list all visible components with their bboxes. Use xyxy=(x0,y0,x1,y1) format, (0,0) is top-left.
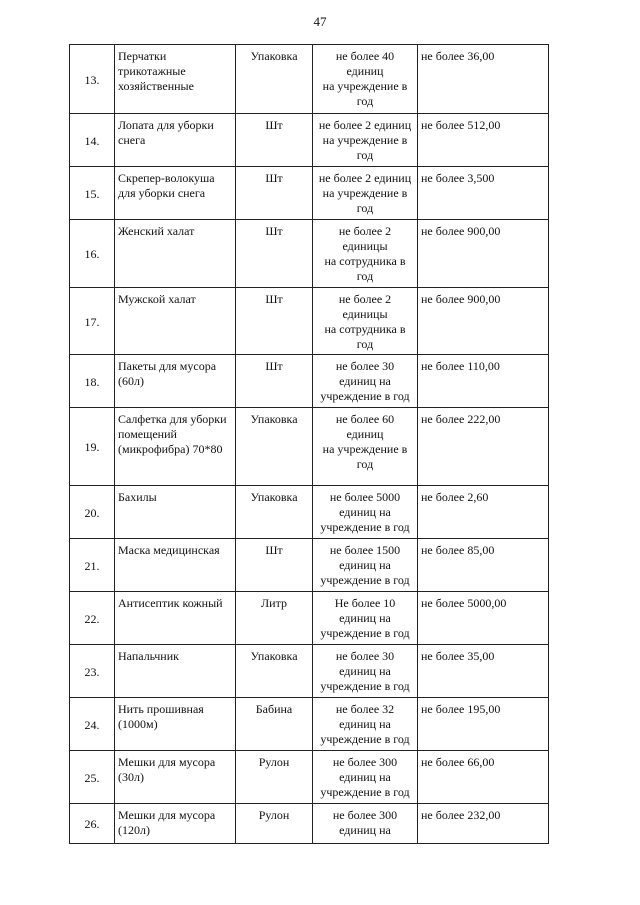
item-name: Нить прошивная (1000м) xyxy=(115,698,236,751)
row-number: 18. xyxy=(70,355,115,408)
row-number: 19. xyxy=(70,408,115,486)
item-name: Перчатки трикотажные хозяйственные xyxy=(115,45,236,114)
price-limit: не более 85,00 xyxy=(418,539,549,592)
price-limit: не более 110,00 xyxy=(418,355,549,408)
unit-of-measure: Шт xyxy=(236,167,313,220)
item-name: Бахилы xyxy=(115,486,236,539)
item-name: Маска медицинская xyxy=(115,539,236,592)
quantity-norm: не более 40 единиц на учреждение в год xyxy=(313,45,418,114)
table-row xyxy=(70,355,549,408)
item-name: Антисептик кожный xyxy=(115,592,236,645)
table-row xyxy=(70,45,549,114)
table-row xyxy=(70,645,549,698)
table-row xyxy=(70,539,549,592)
price-limit: не более 3,500 xyxy=(418,167,549,220)
unit-of-measure: Упаковка xyxy=(236,645,313,698)
row-number: 26. xyxy=(70,804,115,844)
row-number: 25. xyxy=(70,751,115,804)
row-number: 21. xyxy=(70,539,115,592)
row-number: 17. xyxy=(70,288,115,355)
price-limit: не более 195,00 xyxy=(418,698,549,751)
price-limit: не более 232,00 xyxy=(418,804,549,844)
quantity-norm: не более 5000 единиц на учреждение в год xyxy=(313,486,418,539)
unit-of-measure: Упаковка xyxy=(236,486,313,539)
unit-of-measure: Упаковка xyxy=(236,408,313,486)
price-limit: не более 35,00 xyxy=(418,645,549,698)
price-limit: не более 222,00 xyxy=(418,408,549,486)
unit-of-measure: Шт xyxy=(236,355,313,408)
table-row xyxy=(70,751,549,804)
price-limit: не более 512,00 xyxy=(418,114,549,167)
table-row xyxy=(70,114,549,167)
price-limit: не более 900,00 xyxy=(418,220,549,288)
item-name: Скрепер-волокуша для уборки снега xyxy=(115,167,236,220)
row-number: 13. xyxy=(70,45,115,114)
row-number: 14. xyxy=(70,114,115,167)
quantity-norm: не более 32 единиц на учреждение в год xyxy=(313,698,418,751)
item-name: Женский халат xyxy=(115,220,236,288)
quantity-norm: не более 2 единиц на учреждение в год xyxy=(313,114,418,167)
table-row xyxy=(70,288,549,355)
table-row xyxy=(70,486,549,539)
quantity-norm: не более 300 единиц на xyxy=(313,804,418,844)
table-row xyxy=(70,698,549,751)
item-name: Напальчник xyxy=(115,645,236,698)
price-limit: не более 900,00 xyxy=(418,288,549,355)
unit-of-measure: Шт xyxy=(236,114,313,167)
price-limit: не более 36,00 xyxy=(418,45,549,114)
table-row xyxy=(70,804,549,844)
table-row xyxy=(70,167,549,220)
table-row xyxy=(70,408,549,486)
price-limit: не более 66,00 xyxy=(418,751,549,804)
price-limit: не более 2,60 xyxy=(418,486,549,539)
quantity-norm: не более 30 единиц на учреждение в год xyxy=(313,645,418,698)
item-name: Мешки для мусора (30л) xyxy=(115,751,236,804)
row-number: 20. xyxy=(70,486,115,539)
quantity-norm: не более 1500 единиц на учреждение в год xyxy=(313,539,418,592)
item-name: Салфетка для уборки помещений (микрофибра) 70*80 xyxy=(115,408,236,486)
supplies-table-body xyxy=(70,45,549,844)
row-number: 23. xyxy=(70,645,115,698)
unit-of-measure: Шт xyxy=(236,220,313,288)
item-name: Мешки для мусора (120л) xyxy=(115,804,236,844)
unit-of-measure: Шт xyxy=(236,288,313,355)
unit-of-measure: Бабина xyxy=(236,698,313,751)
price-limit: не более 5000,00 xyxy=(418,592,549,645)
unit-of-measure: Упаковка xyxy=(236,45,313,114)
item-name: Лопата для уборки снега xyxy=(115,114,236,167)
quantity-norm: не более 300 единиц на учреждение в год xyxy=(313,751,418,804)
row-number: 15. xyxy=(70,167,115,220)
quantity-norm: не более 2 единицы на сотрудника в год xyxy=(313,288,418,355)
unit-of-measure: Рулон xyxy=(236,751,313,804)
unit-of-measure: Литр xyxy=(236,592,313,645)
row-number: 16. xyxy=(70,220,115,288)
page-number: 47 xyxy=(313,14,327,29)
table-row xyxy=(70,220,549,288)
item-name: Мужской халат xyxy=(115,288,236,355)
row-number: 22. xyxy=(70,592,115,645)
table-row xyxy=(70,592,549,645)
unit-of-measure: Рулон xyxy=(236,804,313,844)
supplies-table xyxy=(69,44,549,844)
quantity-norm: не более 2 единицы на сотрудника в год xyxy=(313,220,418,288)
unit-of-measure: Шт xyxy=(236,539,313,592)
item-name: Пакеты для мусора (60л) xyxy=(115,355,236,408)
row-number: 24. xyxy=(70,698,115,751)
quantity-norm: не более 60 единиц на учреждение в год xyxy=(313,408,418,486)
quantity-norm: не более 2 единиц на учреждение в год xyxy=(313,167,418,220)
quantity-norm: Не более 10 единиц на учреждение в год xyxy=(313,592,418,645)
quantity-norm: не более 30 единиц на учреждение в год xyxy=(313,355,418,408)
